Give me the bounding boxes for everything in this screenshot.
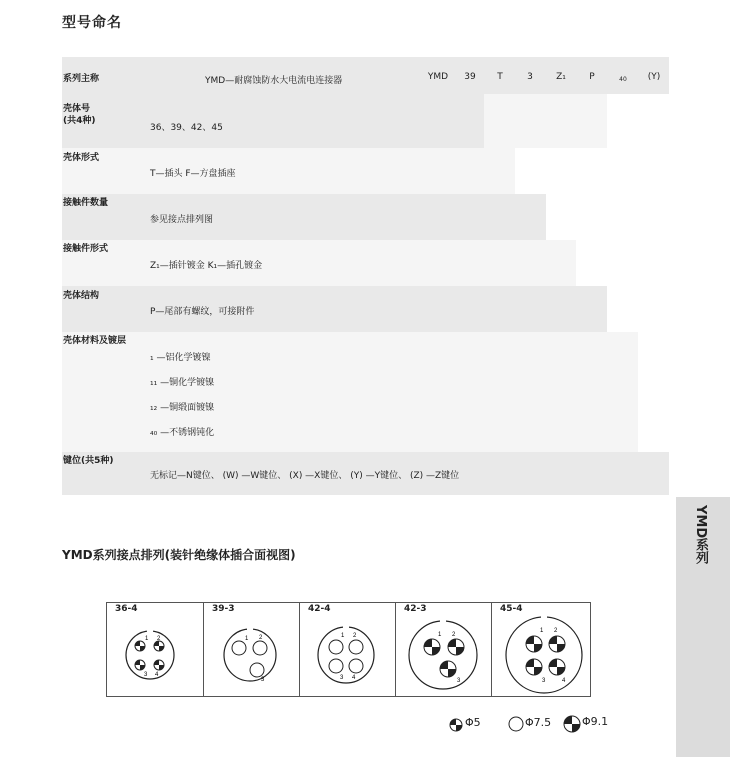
row-value-contact-count: 参见接点排列图 [150,215,214,225]
pin-label: 3 [457,678,461,684]
pin-label: 1 [438,632,442,638]
row-value-material-12: ₁₂ —铜缎面镀镍 [150,403,215,413]
band-row-4 [62,240,576,286]
pin-label: 4 [562,678,566,684]
side-tab-label: YMD系列 [693,505,708,565]
code-form: T [497,72,503,82]
layout-cell-42-4 [299,603,396,696]
code-key: (Y) [647,72,661,82]
pin-small-icon [135,641,164,670]
code-contact: Z₁ [556,72,566,82]
pin-label: 3 [542,678,546,684]
row-value-shell-type: T—插头 F—方盘插座 [150,169,236,179]
header-desc: YMD—耐腐蚀防水大电流电连接器 [205,76,343,86]
pin-label: 1 [145,636,149,642]
section-subtitle: YMD系列接点排列(装针绝缘体插合面视图) [62,548,296,562]
legend-phi5: Φ5 [465,716,481,729]
row-value-keying: 无标记—N键位、 (W) —W键位、 (X) —X键位、 (Y) —Y键位、 (Z) —Z键位 [150,471,460,481]
pin-label: 2 [259,635,263,641]
code-shell: 39 [464,72,476,82]
code-structure: P [589,72,595,82]
pin-label: 3 [340,675,344,681]
code-material: 40 [619,76,627,83]
page-title: 型号命名 [62,15,122,31]
row-value-shell-structure: P—尾部有螺纹，可接附件 [150,307,255,317]
pin-large-icon [424,639,464,677]
row-value-material-11: ₁₁ —铜化学镀镍 [150,378,215,388]
pin-label: 1 [341,633,345,639]
pin-label: 2 [157,636,161,642]
row-label-keying: 键位(共5种) [63,456,114,466]
legend-phi9-1: Φ9.1 [582,715,609,728]
pin-label: 2 [452,632,456,638]
row-label-contact-count: 接触件数量 [63,198,109,208]
code-count: 3 [527,72,533,82]
band-fill-1 [484,94,607,148]
band-row-2 [62,148,515,194]
pin-label: 4 [155,672,159,678]
layout-name: 39-3 [212,604,235,614]
row-label-shell-type: 壳体形式 [63,153,100,163]
pin-label: 3 [144,672,148,678]
pin-label: 1 [245,636,249,642]
layout-42-3-svg [396,603,492,696]
row-label-shell-structure: 壳体结构 [63,291,100,301]
layout-42-4-svg [300,603,396,696]
layout-name: 42-4 [308,604,331,614]
pin-phi9-1-icon [563,715,581,733]
band-row-6 [62,332,638,452]
band-row-3 [62,194,546,240]
pin-label: 1 [540,628,544,634]
pin-phi5-icon [449,718,463,732]
pin-label: 3 [261,677,265,683]
pin-label: 4 [352,675,356,681]
legend-phi7-5: Φ7.5 [525,716,552,729]
layout-name: 42-3 [404,604,427,614]
side-tab [676,497,730,757]
contact-layout-diagram [106,602,591,697]
layout-39-3-svg [204,603,300,696]
band-row-5 [62,286,607,332]
layout-name: 45-4 [500,604,523,614]
pin-large-icon [526,636,565,675]
code-ymd: YMD [427,72,449,82]
layout-name: 36-4 [115,604,138,614]
row-label-contact-type: 接触件形式 [63,244,109,254]
layout-cell-45-4 [491,603,590,696]
pin-label: 2 [353,633,357,639]
layout-cell-39-3 [203,603,300,696]
row-value-contact-type: Z₁—插针镀金 K₁—插孔镀金 [150,261,263,271]
layout-cell-36-4 [107,603,203,696]
row-value-material-40: ₄₀ —不锈钢钝化 [150,428,215,438]
pin-label: 2 [554,628,558,634]
row-value-shell-size: 36、39、42、45 [150,123,223,133]
row-label-shell-size: 壳体号 (共4种) [63,104,96,126]
pin-phi7-5-icon [508,716,524,732]
layout-cell-42-3 [395,603,492,696]
band-row-1 [62,94,484,148]
layout-36-4-svg [107,603,203,696]
layout-45-4-svg [492,603,590,696]
row-value-material-1: ₁ —铝化学镀镍 [150,353,211,363]
row-label-material: 壳体材料及镀层 [63,336,127,346]
header-label: 系列主称 [63,74,100,84]
